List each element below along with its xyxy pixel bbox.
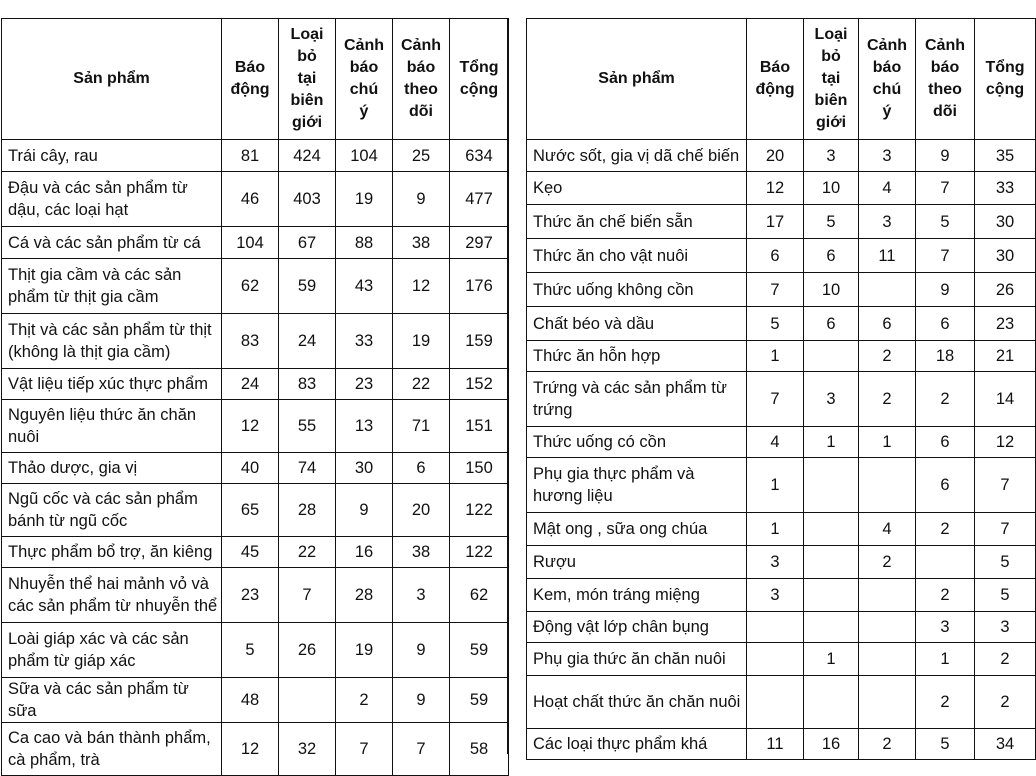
product-cell: Ngũ cốc và các sản phẩm bánh từ ngũ cốc: [2, 484, 222, 537]
product-cell: Thịt và các sản phẩm từ thịt (không là thịt gia cầm): [2, 314, 222, 369]
table-row: [2, 484, 509, 537]
header-total: Tổng cộng: [975, 19, 1036, 140]
header-alert: Báo động: [747, 19, 804, 140]
product-cell: Thịt gia cầm và các sản phẩm từ thịt gia cầm: [2, 259, 222, 314]
product-cell: Vật liệu tiếp xúc thực phẩm: [2, 369, 222, 400]
product-cell: Phụ gia thực phẩm và hương liệu: [527, 458, 747, 513]
alert-cell: 40: [222, 453, 279, 484]
info-warning-cell: 11: [859, 239, 916, 273]
product-cell: Thức ăn chế biến sẵn: [527, 205, 747, 239]
product-cell: Trứng và các sản phẩm từ trứng: [527, 372, 747, 427]
total-cell: 150: [450, 453, 509, 484]
total-cell: 59: [450, 623, 509, 678]
table-row: [527, 643, 1036, 676]
followup-warning-cell: 38: [393, 537, 450, 568]
table-row: [2, 172, 509, 227]
border-rejection-cell: [804, 579, 859, 612]
border-rejection-cell: 7: [279, 568, 336, 623]
border-rejection-cell: 6: [804, 307, 859, 341]
table-row: [2, 678, 509, 723]
total-cell: 634: [450, 140, 509, 172]
border-rejection-cell: 403: [279, 172, 336, 227]
product-table-right: [526, 18, 1036, 760]
table-row: [2, 259, 509, 314]
product-cell: Đậu và các sản phẩm từ dậu, các loại hạt: [2, 172, 222, 227]
border-rejection-cell: 10: [804, 273, 859, 307]
product-cell: Thức uống có cồn: [527, 427, 747, 458]
header-info-warning: Cảnh báo chú ý: [336, 19, 393, 140]
info-warning-cell: 28: [336, 568, 393, 623]
total-cell: 152: [450, 369, 509, 400]
total-cell: 23: [975, 307, 1036, 341]
info-warning-cell: [859, 612, 916, 643]
table-row: [527, 341, 1036, 372]
table-row: [527, 172, 1036, 205]
alert-cell: 45: [222, 537, 279, 568]
product-cell: Ca cao và bán thành phẩm, cà phẩm, trà: [2, 723, 222, 776]
border-rejection-cell: 59: [279, 259, 336, 314]
followup-warning-cell: 18: [916, 341, 975, 372]
info-warning-cell: 3: [859, 140, 916, 172]
followup-warning-cell: 5: [916, 205, 975, 239]
header-total: Tổng cộng: [450, 19, 509, 140]
border-rejection-cell: [804, 676, 859, 729]
table-row: [2, 568, 509, 623]
followup-warning-cell: 9: [393, 172, 450, 227]
followup-warning-cell: 22: [393, 369, 450, 400]
alert-cell: 4: [747, 427, 804, 458]
info-warning-cell: 4: [859, 513, 916, 546]
header-followup-warning: Cảnh báo theo dõi: [393, 19, 450, 140]
product-cell: Thức uống không cồn: [527, 273, 747, 307]
header-border-rejection: Loại bỏ tại biên giới: [804, 19, 859, 140]
info-warning-cell: 16: [336, 537, 393, 568]
total-cell: 12: [975, 427, 1036, 458]
table-row: [2, 453, 509, 484]
total-cell: 34: [975, 729, 1036, 760]
product-cell: Nước sốt, gia vị dã chế biến: [527, 140, 747, 172]
border-rejection-cell: [804, 612, 859, 643]
followup-warning-cell: 3: [916, 612, 975, 643]
table-row: [2, 400, 509, 453]
product-cell: Thức ăn cho vật nuôi: [527, 239, 747, 273]
product-cell: Kem, món tráng miệng: [527, 579, 747, 612]
alert-cell: 20: [747, 140, 804, 172]
table-row: [2, 227, 509, 259]
border-rejection-cell: 83: [279, 369, 336, 400]
border-rejection-cell: 22: [279, 537, 336, 568]
followup-warning-cell: 7: [916, 172, 975, 205]
alert-cell: 24: [222, 369, 279, 400]
total-cell: 21: [975, 341, 1036, 372]
alert-cell: 3: [747, 579, 804, 612]
alert-cell: 12: [222, 400, 279, 453]
alert-cell: [747, 643, 804, 676]
total-cell: 477: [450, 172, 509, 227]
product-cell: Sữa và các sản phẩm từ sữa: [2, 678, 222, 723]
table-row: [2, 623, 509, 678]
total-cell: 2: [975, 643, 1036, 676]
total-cell: 176: [450, 259, 509, 314]
followup-warning-cell: 12: [393, 259, 450, 314]
info-warning-cell: 2: [859, 546, 916, 579]
total-cell: 5: [975, 579, 1036, 612]
total-cell: 2: [975, 676, 1036, 729]
product-cell: Thức ăn hỗn hợp: [527, 341, 747, 372]
product-cell: Kẹo: [527, 172, 747, 205]
product-cell: Nguyên liệu thức ăn chăn nuôi: [2, 400, 222, 453]
info-warning-cell: 19: [336, 623, 393, 678]
alert-cell: 48: [222, 678, 279, 723]
alert-cell: 104: [222, 227, 279, 259]
border-rejection-cell: [804, 458, 859, 513]
info-warning-cell: 88: [336, 227, 393, 259]
total-cell: 122: [450, 484, 509, 537]
border-rejection-cell: 26: [279, 623, 336, 678]
total-cell: 159: [450, 314, 509, 369]
followup-warning-cell: 2: [916, 579, 975, 612]
followup-warning-cell: 71: [393, 400, 450, 453]
followup-warning-cell: 2: [916, 372, 975, 427]
followup-warning-cell: 9: [916, 140, 975, 172]
product-cell: Thực phẩm bổ trợ, ăn kiêng: [2, 537, 222, 568]
table-row: [2, 723, 509, 776]
followup-warning-cell: 3: [393, 568, 450, 623]
info-warning-cell: 2: [336, 678, 393, 723]
info-warning-cell: [859, 458, 916, 513]
followup-warning-cell: 2: [916, 676, 975, 729]
total-cell: 26: [975, 273, 1036, 307]
product-cell: Mật ong , sữa ong chúa: [527, 513, 747, 546]
table-row: [2, 314, 509, 369]
table-gap-divider: [507, 18, 526, 754]
border-rejection-cell: 3: [804, 140, 859, 172]
alert-cell: 17: [747, 205, 804, 239]
info-warning-cell: [859, 579, 916, 612]
table-row: [2, 140, 509, 172]
table-row: [2, 537, 509, 568]
info-warning-cell: 2: [859, 372, 916, 427]
info-warning-cell: 4: [859, 172, 916, 205]
alert-cell: [747, 676, 804, 729]
table-row: [527, 612, 1036, 643]
info-warning-cell: 9: [336, 484, 393, 537]
alert-cell: 81: [222, 140, 279, 172]
followup-warning-cell: 6: [916, 427, 975, 458]
followup-warning-cell: 20: [393, 484, 450, 537]
table-row: [527, 372, 1036, 427]
product-cell: Cá và các sản phẩm từ cá: [2, 227, 222, 259]
info-warning-cell: [859, 643, 916, 676]
product-cell: Hoạt chất thức ăn chăn nuôi: [527, 676, 747, 729]
table-row: [527, 513, 1036, 546]
followup-warning-cell: 6: [916, 307, 975, 341]
border-rejection-cell: [279, 678, 336, 723]
table-row: [527, 239, 1036, 273]
alert-cell: 5: [747, 307, 804, 341]
border-rejection-cell: 74: [279, 453, 336, 484]
border-rejection-cell: 16: [804, 729, 859, 760]
table-row: [527, 676, 1036, 729]
border-rejection-cell: 1: [804, 427, 859, 458]
info-warning-cell: 1: [859, 427, 916, 458]
total-cell: 5: [975, 546, 1036, 579]
border-rejection-cell: 24: [279, 314, 336, 369]
info-warning-cell: 30: [336, 453, 393, 484]
alert-cell: 12: [747, 172, 804, 205]
info-warning-cell: 19: [336, 172, 393, 227]
product-cell: Thảo dược, gia vị: [2, 453, 222, 484]
alert-cell: 65: [222, 484, 279, 537]
header-row: [2, 19, 509, 140]
info-warning-cell: 43: [336, 259, 393, 314]
header-product: Sản phẩm: [2, 19, 222, 140]
product-cell: Chất béo và dầu: [527, 307, 747, 341]
border-rejection-cell: 67: [279, 227, 336, 259]
border-rejection-cell: 5: [804, 205, 859, 239]
product-cell: Động vật lớp chân bụng: [527, 612, 747, 643]
total-cell: 30: [975, 239, 1036, 273]
alert-cell: 6: [747, 239, 804, 273]
total-cell: 7: [975, 458, 1036, 513]
border-rejection-cell: 28: [279, 484, 336, 537]
alert-cell: 83: [222, 314, 279, 369]
total-cell: 3: [975, 612, 1036, 643]
border-rejection-cell: 424: [279, 140, 336, 172]
product-cell: Trái cây, rau: [2, 140, 222, 172]
table-row: [527, 205, 1036, 239]
table-row: [527, 458, 1036, 513]
table-row: [527, 140, 1036, 172]
total-cell: 35: [975, 140, 1036, 172]
info-warning-cell: 23: [336, 369, 393, 400]
header-alert: Báo động: [222, 19, 279, 140]
alert-cell: 3: [747, 546, 804, 579]
alert-cell: 7: [747, 273, 804, 307]
info-warning-cell: 13: [336, 400, 393, 453]
product-table-left: [1, 18, 509, 776]
border-rejection-cell: [804, 546, 859, 579]
header-product: Sản phẩm: [527, 19, 747, 140]
followup-warning-cell: 7: [916, 239, 975, 273]
followup-warning-cell: 2: [916, 513, 975, 546]
followup-warning-cell: 38: [393, 227, 450, 259]
alert-cell: [747, 612, 804, 643]
border-rejection-cell: 55: [279, 400, 336, 453]
alert-cell: 1: [747, 458, 804, 513]
alert-cell: 7: [747, 372, 804, 427]
total-cell: 151: [450, 400, 509, 453]
table-row: [527, 579, 1036, 612]
alert-cell: 23: [222, 568, 279, 623]
header-row: [527, 19, 1036, 140]
alert-cell: 11: [747, 729, 804, 760]
product-cell: Các loại thực phẩm khá: [527, 729, 747, 760]
alert-cell: 1: [747, 341, 804, 372]
followup-warning-cell: 9: [393, 678, 450, 723]
info-warning-cell: [859, 676, 916, 729]
total-cell: 33: [975, 172, 1036, 205]
followup-warning-cell: 5: [916, 729, 975, 760]
followup-warning-cell: 25: [393, 140, 450, 172]
total-cell: 59: [450, 678, 509, 723]
followup-warning-cell: [916, 546, 975, 579]
product-cell: Loài giáp xác và các sản phẩm từ giáp xác: [2, 623, 222, 678]
followup-warning-cell: 6: [393, 453, 450, 484]
table-row: [527, 729, 1036, 760]
border-rejection-cell: [804, 513, 859, 546]
product-cell: Nhuyễn thể hai mảnh vỏ và các sản phẩm từ nhuyễn thể: [2, 568, 222, 623]
table-row: [2, 369, 509, 400]
info-warning-cell: [859, 273, 916, 307]
table-row: [527, 546, 1036, 579]
total-cell: 14: [975, 372, 1036, 427]
total-cell: 122: [450, 537, 509, 568]
followup-warning-cell: 9: [916, 273, 975, 307]
table-row: [527, 307, 1036, 341]
info-warning-cell: 2: [859, 729, 916, 760]
info-warning-cell: 104: [336, 140, 393, 172]
followup-warning-cell: 19: [393, 314, 450, 369]
header-info-warning: Cảnh báo chú ý: [859, 19, 916, 140]
table-row: [527, 273, 1036, 307]
alert-cell: 1: [747, 513, 804, 546]
header-followup-warning: Cảnh báo theo dõi: [916, 19, 975, 140]
border-rejection-cell: 1: [804, 643, 859, 676]
total-cell: 297: [450, 227, 509, 259]
info-warning-cell: 6: [859, 307, 916, 341]
total-cell: 30: [975, 205, 1036, 239]
border-rejection-cell: 10: [804, 172, 859, 205]
followup-warning-cell: 7: [393, 723, 450, 776]
alert-cell: 62: [222, 259, 279, 314]
total-cell: 7: [975, 513, 1036, 546]
total-cell: 58: [450, 723, 509, 776]
table-row: [527, 427, 1036, 458]
followup-warning-cell: 6: [916, 458, 975, 513]
total-cell: 62: [450, 568, 509, 623]
header-border-rejection: Loại bỏ tại biên giới: [279, 19, 336, 140]
alert-cell: 5: [222, 623, 279, 678]
border-rejection-cell: [804, 341, 859, 372]
border-rejection-cell: 3: [804, 372, 859, 427]
info-warning-cell: 33: [336, 314, 393, 369]
followup-warning-cell: 9: [393, 623, 450, 678]
product-cell: Phụ gia thức ăn chăn nuôi: [527, 643, 747, 676]
border-rejection-cell: 6: [804, 239, 859, 273]
info-warning-cell: 7: [336, 723, 393, 776]
alert-cell: 12: [222, 723, 279, 776]
alert-cell: 46: [222, 172, 279, 227]
info-warning-cell: 3: [859, 205, 916, 239]
followup-warning-cell: 1: [916, 643, 975, 676]
product-cell: Rượu: [527, 546, 747, 579]
border-rejection-cell: 32: [279, 723, 336, 776]
info-warning-cell: 2: [859, 341, 916, 372]
